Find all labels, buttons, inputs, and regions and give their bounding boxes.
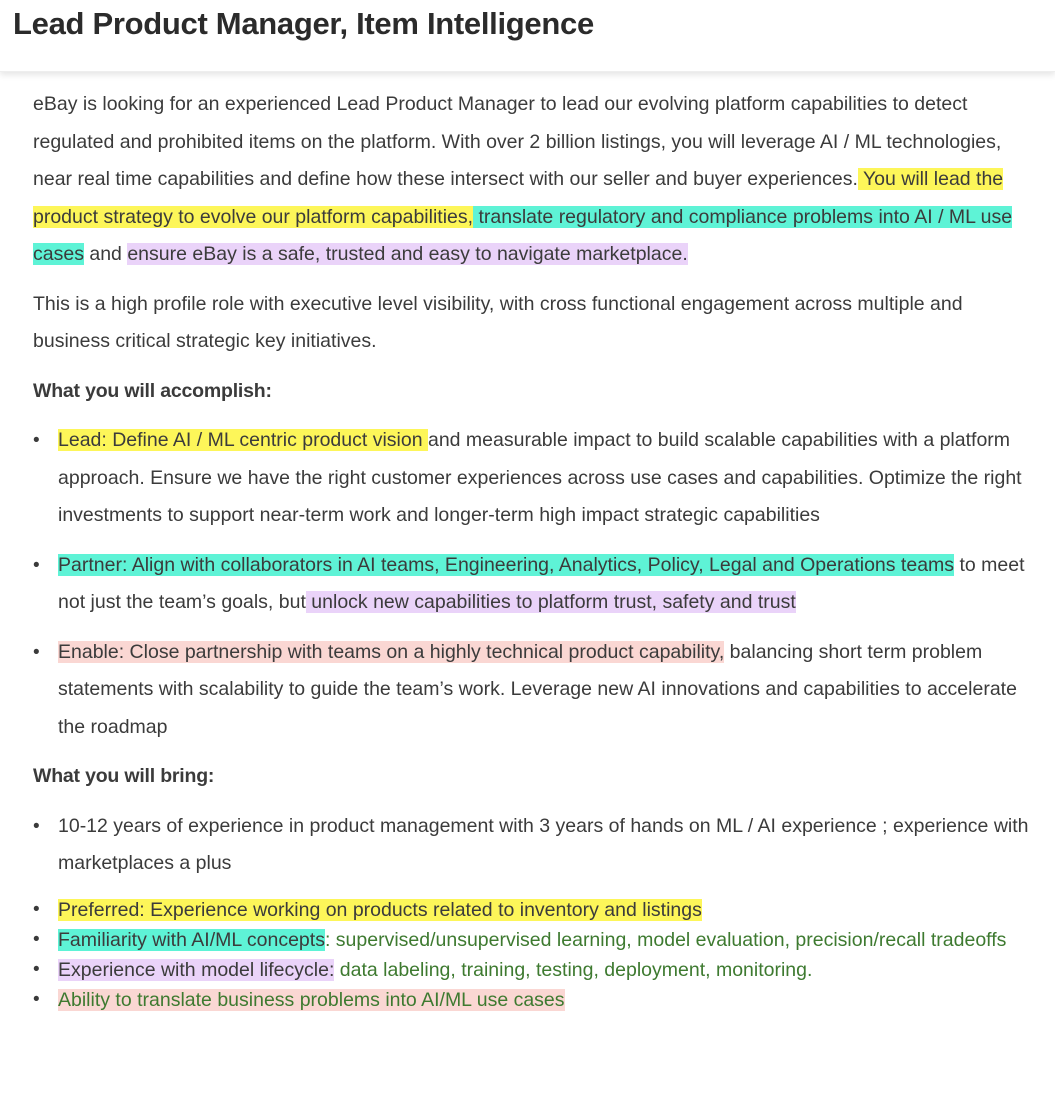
- job-description: [33, 86, 1038, 1027]
- bring-list: [33, 808, 1038, 883]
- accomplish-heading: What you will accomplish:: [33, 379, 272, 402]
- list-item: [33, 547, 1038, 622]
- bring-heading: What you will bring:: [33, 765, 215, 787]
- enable-text: balancing short term problem statements with scalability to guide the team’s work. Leverage new AI innovations and capabilities to accelerate the roadmap: [58, 640, 1017, 738]
- highlight-strategy: You will lead the product strategy to evolve our platform capabilities,: [33, 168, 1004, 228]
- intro-paragraph: [33, 86, 1038, 274]
- lead-text: and measurable impact to build scalable capabilities with a platform approach. Ensure we have the right customer experiences across use cases and capabilities. Optimize the right investments to support near-term work and longer-term high impact strategic capabilities: [58, 429, 1022, 526]
- experience-text: 10-12 years of experience in product management with 3 years of hands on ML / AI experience ; experience with marketplaces a plus: [58, 814, 1029, 874]
- highlight-unlock: unlock new capabilities to platform trust, safety and trust: [305, 591, 796, 613]
- familiarity-text: : supervised/unsupervised learning, model evaluation, precision/recall tradeoffs: [324, 928, 1007, 951]
- highlight-translate: Ability to translate business problems into AI/ML use cases: [58, 988, 565, 1011]
- highlight-regulatory: translate regulatory and compliance problems into AI / ML use cases: [33, 205, 1013, 265]
- list-item: [33, 985, 1038, 1015]
- highlight-enable: Enable: Close partnership with teams on a highly technical product capability,: [58, 640, 725, 663]
- highlight-lead: Lead: Define AI / ML centric product vision: [58, 429, 428, 451]
- intro-connector: and: [83, 243, 128, 265]
- lifecycle-text: data labeling, training, testing, deployment, monitoring.: [334, 958, 813, 981]
- role-paragraph: This is a high profile role with executive level visibility, with cross functional engagement across multiple and business critical strategic key initiatives.: [33, 292, 963, 352]
- list-item: [33, 634, 1038, 747]
- highlight-partner: Partner: Align with collaborators in AI teams, Engineering, Analytics, Policy, Legal and Operations teams: [58, 553, 955, 576]
- highlight-preferred: Preferred: Experience working on products related to inventory and listings: [58, 898, 702, 921]
- list-item: [33, 895, 1038, 925]
- list-item: [33, 955, 1038, 985]
- highlight-lifecycle: Experience with model lifecycle:: [58, 958, 335, 981]
- partner-text: to meet not just the team’s goals, but: [58, 553, 1025, 613]
- highlight-familiarity: Familiarity with AI/ML concepts: [58, 928, 325, 951]
- bring-list-highlighted: [33, 895, 1038, 1015]
- accomplish-list: [33, 422, 1038, 746]
- list-item: [33, 925, 1038, 955]
- page-title: Lead Product Manager, Item Intelligence: [13, 6, 594, 41]
- page-header: [0, 0, 1055, 72]
- list-item: [33, 808, 1038, 883]
- list-item: [33, 422, 1038, 535]
- highlight-safe-marketplace: ensure eBay is a safe, trusted and easy to navigate marketplace.: [127, 243, 688, 265]
- intro-text: eBay is looking for an experienced Lead Product Manager to lead our evolving platform capabilities to detect regulated and prohibited items on the platform. With over 2 billion listings, you will leverage AI / ML technologies, near real time capabilities and define how these intersect with our seller and buyer experiences.: [33, 93, 1002, 190]
